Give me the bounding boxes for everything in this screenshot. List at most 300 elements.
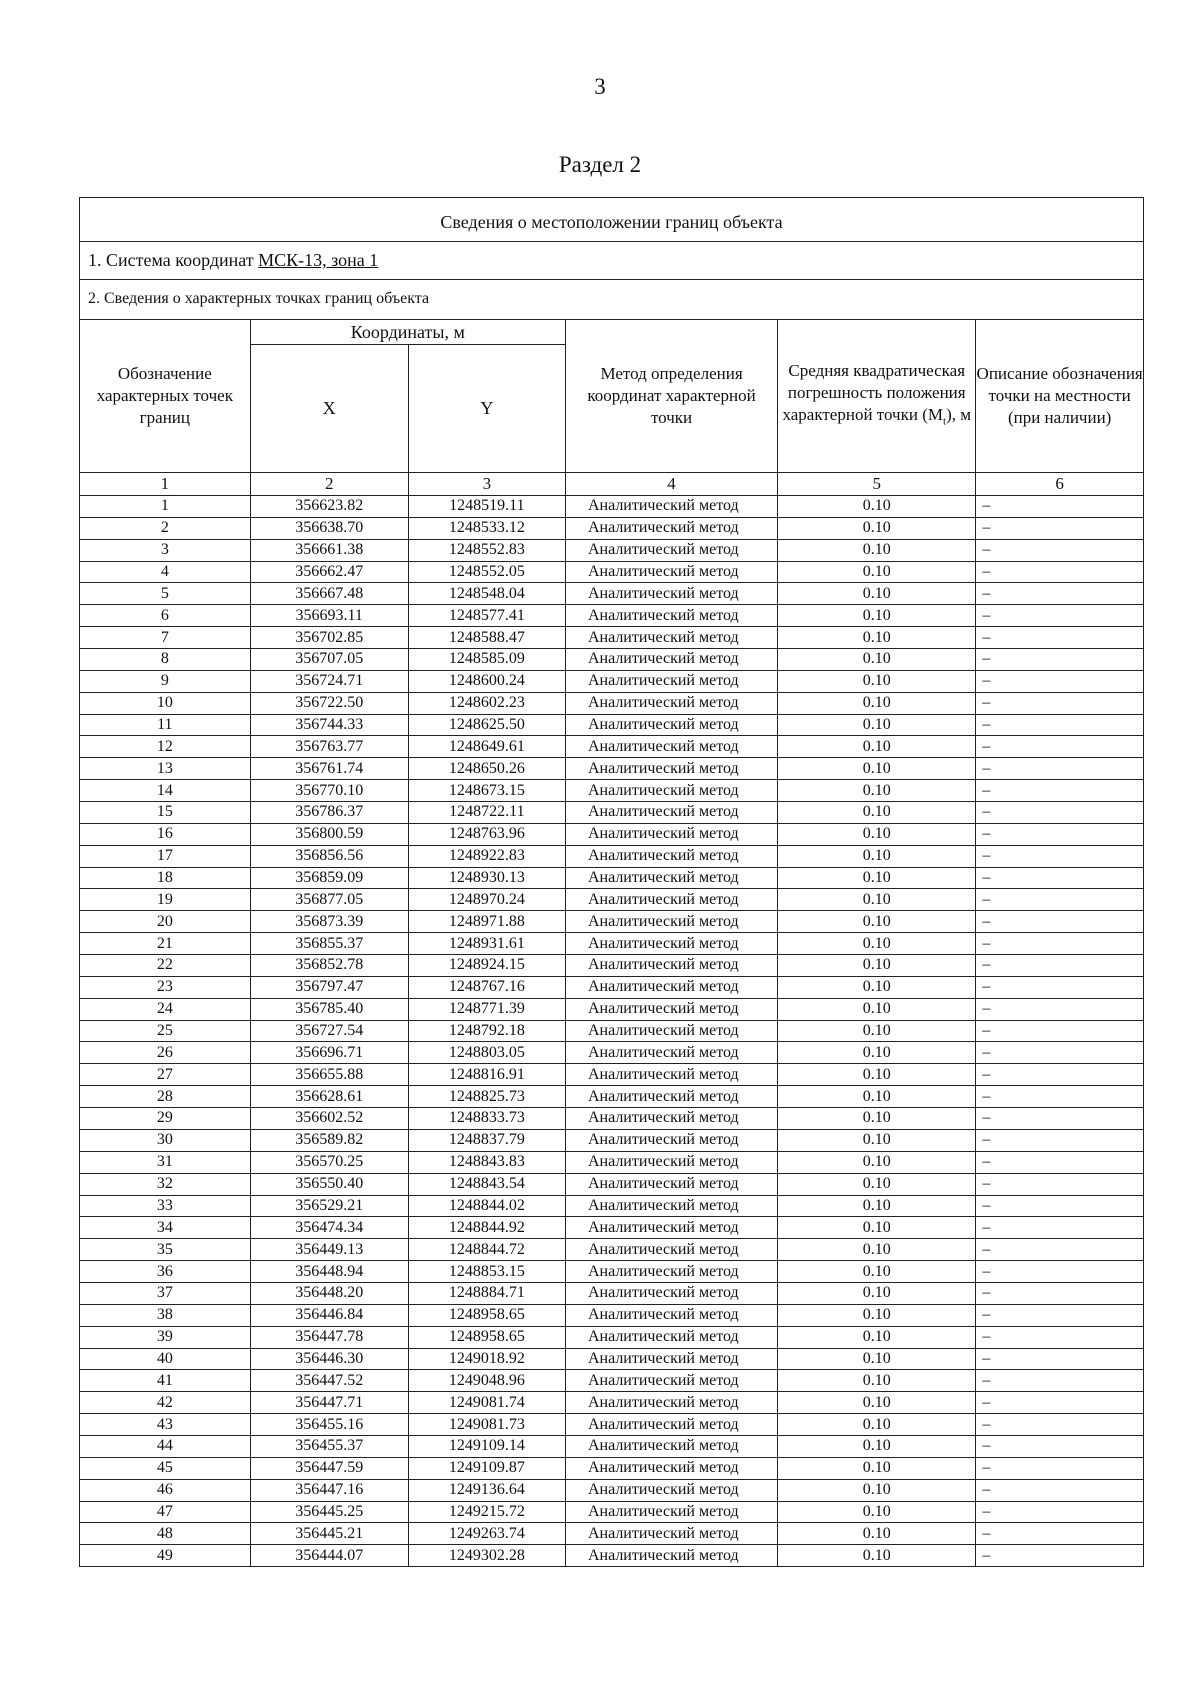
point-description: – xyxy=(976,714,1143,736)
method: Аналитический метод xyxy=(565,1042,777,1064)
point-description: – xyxy=(976,1370,1143,1392)
x-coordinate: 356696.71 xyxy=(250,1042,408,1064)
point-description: – xyxy=(976,517,1143,539)
method: Аналитический метод xyxy=(565,627,777,649)
point-description: – xyxy=(976,1435,1143,1457)
mean-error: 0.10 xyxy=(778,583,976,605)
x-coordinate: 356786.37 xyxy=(250,802,408,824)
mean-error: 0.10 xyxy=(778,1020,976,1042)
table-row xyxy=(80,1086,1143,1108)
mean-error: 0.10 xyxy=(778,802,976,824)
point-number: 27 xyxy=(80,1064,250,1086)
y-coordinate: 1248577.41 xyxy=(408,605,565,627)
mean-error: 0.10 xyxy=(778,1239,976,1261)
y-coordinate: 1248588.47 xyxy=(408,627,565,649)
point-description: – xyxy=(976,1086,1143,1108)
point-description: – xyxy=(976,1217,1143,1239)
method: Аналитический метод xyxy=(565,1282,777,1304)
table-row xyxy=(80,1217,1143,1239)
method: Аналитический метод xyxy=(565,1086,777,1108)
point-number: 46 xyxy=(80,1479,250,1501)
y-coordinate: 1248844.72 xyxy=(408,1239,565,1261)
point-description: – xyxy=(976,1064,1143,1086)
point-description: – xyxy=(976,1108,1143,1130)
table-row xyxy=(80,1435,1143,1457)
mean-error: 0.10 xyxy=(778,1086,976,1108)
y-coordinate: 1249136.64 xyxy=(408,1479,565,1501)
y-coordinate: 1249048.96 xyxy=(408,1370,565,1392)
x-coordinate: 356447.52 xyxy=(250,1370,408,1392)
mean-error: 0.10 xyxy=(778,649,976,671)
method: Аналитический метод xyxy=(565,933,777,955)
x-coordinate: 356550.40 xyxy=(250,1173,408,1195)
mean-error: 0.10 xyxy=(778,627,976,649)
col-designation-header: Обозначение характерных точек границ xyxy=(80,320,250,473)
point-description: – xyxy=(976,1282,1143,1304)
y-coordinate: 1248600.24 xyxy=(408,670,565,692)
table-row xyxy=(80,670,1143,692)
mean-error: 0.10 xyxy=(778,1195,976,1217)
point-number: 17 xyxy=(80,845,250,867)
point-description: – xyxy=(976,823,1143,845)
method: Аналитический метод xyxy=(565,802,777,824)
point-number: 39 xyxy=(80,1326,250,1348)
coord-system-label: 1. Система координат xyxy=(88,250,259,270)
method: Аналитический метод xyxy=(565,1151,777,1173)
point-number: 48 xyxy=(80,1523,250,1545)
point-description: – xyxy=(976,758,1143,780)
x-coordinate: 356662.47 xyxy=(250,561,408,583)
x-coordinate: 356727.54 xyxy=(250,1020,408,1042)
point-number: 8 xyxy=(80,649,250,671)
point-number: 43 xyxy=(80,1414,250,1436)
mean-error: 0.10 xyxy=(778,998,976,1020)
x-coordinate: 356763.77 xyxy=(250,736,408,758)
method: Аналитический метод xyxy=(565,1457,777,1479)
table-row xyxy=(80,1392,1143,1414)
coord-system-value: МСК-13, зона 1 xyxy=(258,250,379,270)
point-number: 25 xyxy=(80,1020,250,1042)
mean-error: 0.10 xyxy=(778,1326,976,1348)
point-description: – xyxy=(976,561,1143,583)
point-number: 38 xyxy=(80,1304,250,1326)
mean-error: 0.10 xyxy=(778,1501,976,1523)
point-number: 36 xyxy=(80,1261,250,1283)
point-number: 7 xyxy=(80,627,250,649)
point-description: – xyxy=(976,845,1143,867)
table-row xyxy=(80,1457,1143,1479)
x-coordinate: 356446.84 xyxy=(250,1304,408,1326)
y-coordinate: 1248825.73 xyxy=(408,1086,565,1108)
point-description: – xyxy=(976,1304,1143,1326)
table-row xyxy=(80,1129,1143,1151)
y-coordinate: 1248930.13 xyxy=(408,867,565,889)
point-description: – xyxy=(976,539,1143,561)
x-coordinate: 356570.25 xyxy=(250,1151,408,1173)
col-x-header: X xyxy=(250,345,408,473)
table-row xyxy=(80,1479,1143,1501)
point-number: 22 xyxy=(80,955,250,977)
table-row xyxy=(80,1064,1143,1086)
point-description: – xyxy=(976,1020,1143,1042)
point-description: – xyxy=(976,780,1143,802)
point-description: – xyxy=(976,692,1143,714)
x-coordinate: 356455.16 xyxy=(250,1414,408,1436)
point-description: – xyxy=(976,736,1143,758)
point-number: 28 xyxy=(80,1086,250,1108)
point-description: – xyxy=(976,976,1143,998)
table-row xyxy=(80,802,1143,824)
y-coordinate: 1248924.15 xyxy=(408,955,565,977)
point-number: 32 xyxy=(80,1173,250,1195)
x-coordinate: 356797.47 xyxy=(250,976,408,998)
x-coordinate: 356855.37 xyxy=(250,933,408,955)
method: Аналитический метод xyxy=(565,823,777,845)
y-coordinate: 1248533.12 xyxy=(408,517,565,539)
points-table xyxy=(80,320,1143,1566)
point-number: 9 xyxy=(80,670,250,692)
point-number: 11 xyxy=(80,714,250,736)
y-coordinate: 1248931.61 xyxy=(408,933,565,955)
y-coordinate: 1248884.71 xyxy=(408,1282,565,1304)
column-number: 5 xyxy=(778,473,976,496)
col-method-header: Метод определения координат характерной точки xyxy=(565,320,777,473)
mean-error: 0.10 xyxy=(778,955,976,977)
column-number-row xyxy=(80,473,1143,496)
point-number: 23 xyxy=(80,976,250,998)
method: Аналитический метод xyxy=(565,736,777,758)
point-description: – xyxy=(976,1348,1143,1370)
column-number: 1 xyxy=(80,473,250,496)
y-coordinate: 1248844.02 xyxy=(408,1195,565,1217)
y-coordinate: 1248722.11 xyxy=(408,802,565,824)
y-coordinate: 1248970.24 xyxy=(408,889,565,911)
y-coordinate: 1248833.73 xyxy=(408,1108,565,1130)
table-row xyxy=(80,976,1143,998)
point-description: – xyxy=(976,911,1143,933)
point-number: 4 xyxy=(80,561,250,583)
point-description: – xyxy=(976,1326,1143,1348)
col-coordinates-header: Координаты, м xyxy=(250,320,565,345)
point-description: – xyxy=(976,1545,1143,1566)
mean-error: 0.10 xyxy=(778,889,976,911)
mean-error: 0.10 xyxy=(778,736,976,758)
mean-error: 0.10 xyxy=(778,1523,976,1545)
x-coordinate: 356667.48 xyxy=(250,583,408,605)
y-coordinate: 1248552.05 xyxy=(408,561,565,583)
y-coordinate: 1248585.09 xyxy=(408,649,565,671)
method: Аналитический метод xyxy=(565,1348,777,1370)
x-coordinate: 356474.34 xyxy=(250,1217,408,1239)
point-number: 1 xyxy=(80,496,250,518)
point-description: – xyxy=(976,627,1143,649)
point-number: 42 xyxy=(80,1392,250,1414)
page-number: 3 xyxy=(594,74,606,99)
points-heading: 2. Сведения о характерных точках границ объекта xyxy=(80,280,1143,320)
table-row xyxy=(80,496,1143,518)
point-number: 47 xyxy=(80,1501,250,1523)
method: Аналитический метод xyxy=(565,998,777,1020)
y-coordinate: 1248650.26 xyxy=(408,758,565,780)
method: Аналитический метод xyxy=(565,1239,777,1261)
mean-error: 0.10 xyxy=(778,823,976,845)
table-row xyxy=(80,736,1143,758)
method: Аналитический метод xyxy=(565,889,777,911)
x-coordinate: 356447.78 xyxy=(250,1326,408,1348)
method: Аналитический метод xyxy=(565,1217,777,1239)
points-table-body xyxy=(80,496,1143,1567)
y-coordinate: 1248649.61 xyxy=(408,736,565,758)
x-coordinate: 356859.09 xyxy=(250,867,408,889)
x-coordinate: 356856.56 xyxy=(250,845,408,867)
point-number: 20 xyxy=(80,911,250,933)
method: Аналитический метод xyxy=(565,976,777,998)
mean-error: 0.10 xyxy=(778,1173,976,1195)
x-coordinate: 356761.74 xyxy=(250,758,408,780)
point-number: 13 xyxy=(80,758,250,780)
table-row xyxy=(80,561,1143,583)
point-description: – xyxy=(976,1239,1143,1261)
mean-error: 0.10 xyxy=(778,845,976,867)
method: Аналитический метод xyxy=(565,1326,777,1348)
x-coordinate: 356877.05 xyxy=(250,889,408,911)
column-number: 3 xyxy=(408,473,565,496)
x-coordinate: 356800.59 xyxy=(250,823,408,845)
x-coordinate: 356602.52 xyxy=(250,1108,408,1130)
method: Аналитический метод xyxy=(565,1020,777,1042)
point-number: 26 xyxy=(80,1042,250,1064)
point-description: – xyxy=(976,1129,1143,1151)
column-number: 6 xyxy=(976,473,1143,496)
table-row xyxy=(80,845,1143,867)
point-description: – xyxy=(976,1523,1143,1545)
y-coordinate: 1248763.96 xyxy=(408,823,565,845)
mean-error: 0.10 xyxy=(778,605,976,627)
point-number: 10 xyxy=(80,692,250,714)
y-coordinate: 1248792.18 xyxy=(408,1020,565,1042)
method: Аналитический метод xyxy=(565,1435,777,1457)
mean-error: 0.10 xyxy=(778,1392,976,1414)
col-error-header: Средняя квадратическая погрешность положения характерной точки $(M_t)$, м xyxy=(778,320,976,473)
x-coordinate: 356448.20 xyxy=(250,1282,408,1304)
method: Аналитический метод xyxy=(565,1261,777,1283)
point-number: 15 xyxy=(80,802,250,824)
mean-error: 0.10 xyxy=(778,1261,976,1283)
point-description: – xyxy=(976,1151,1143,1173)
point-number: 31 xyxy=(80,1151,250,1173)
mean-error: 0.10 xyxy=(778,976,976,998)
y-coordinate: 1249109.87 xyxy=(408,1457,565,1479)
y-coordinate: 1248843.54 xyxy=(408,1173,565,1195)
method: Аналитический метод xyxy=(565,496,777,518)
y-coordinate: 1248958.65 xyxy=(408,1304,565,1326)
col-description-header: Описание обозначения точки на местности (при наличии) xyxy=(976,320,1143,473)
method: Аналитический метод xyxy=(565,583,777,605)
point-description: – xyxy=(976,1173,1143,1195)
mean-error: 0.10 xyxy=(778,1545,976,1566)
method: Аналитический метод xyxy=(565,1108,777,1130)
y-coordinate: 1249302.28 xyxy=(408,1545,565,1566)
point-number: 19 xyxy=(80,889,250,911)
mean-error: 0.10 xyxy=(778,714,976,736)
mean-error: 0.10 xyxy=(778,561,976,583)
y-coordinate: 1248816.91 xyxy=(408,1064,565,1086)
point-number: 24 xyxy=(80,998,250,1020)
mean-error: 0.10 xyxy=(778,1064,976,1086)
x-coordinate: 356693.11 xyxy=(250,605,408,627)
method: Аналитический метод xyxy=(565,1370,777,1392)
coord-system-line xyxy=(80,242,1143,280)
mean-error: 0.10 xyxy=(778,1348,976,1370)
point-number: 45 xyxy=(80,1457,250,1479)
method: Аналитический метод xyxy=(565,1414,777,1436)
mean-error: 0.10 xyxy=(778,1217,976,1239)
x-coordinate: 356638.70 xyxy=(250,517,408,539)
x-coordinate: 356448.94 xyxy=(250,1261,408,1283)
y-coordinate: 1248602.23 xyxy=(408,692,565,714)
table-row xyxy=(80,1173,1143,1195)
mean-error: 0.10 xyxy=(778,1457,976,1479)
x-coordinate: 356661.38 xyxy=(250,539,408,561)
point-number: 37 xyxy=(80,1282,250,1304)
mean-error: 0.10 xyxy=(778,517,976,539)
x-coordinate: 356655.88 xyxy=(250,1064,408,1086)
method: Аналитический метод xyxy=(565,561,777,583)
method: Аналитический метод xyxy=(565,1501,777,1523)
table-row xyxy=(80,605,1143,627)
y-coordinate: 1249081.74 xyxy=(408,1392,565,1414)
point-number: 12 xyxy=(80,736,250,758)
method: Аналитический метод xyxy=(565,1195,777,1217)
x-coordinate: 356722.50 xyxy=(250,692,408,714)
table-row xyxy=(80,649,1143,671)
x-coordinate: 356447.71 xyxy=(250,1392,408,1414)
mean-error: 0.10 xyxy=(778,1151,976,1173)
mean-error: 0.10 xyxy=(778,867,976,889)
point-number: 6 xyxy=(80,605,250,627)
point-number: 49 xyxy=(80,1545,250,1566)
table-row xyxy=(80,933,1143,955)
x-coordinate: 356589.82 xyxy=(250,1129,408,1151)
point-number: 41 xyxy=(80,1370,250,1392)
point-description: – xyxy=(976,1392,1143,1414)
boundary-info-block xyxy=(79,197,1144,1567)
point-number: 2 xyxy=(80,517,250,539)
point-description: – xyxy=(976,998,1143,1020)
point-number: 30 xyxy=(80,1129,250,1151)
x-coordinate: 356628.61 xyxy=(250,1086,408,1108)
col-y-header: Y xyxy=(408,345,565,473)
mean-error: 0.10 xyxy=(778,1414,976,1436)
method: Аналитический метод xyxy=(565,670,777,692)
mean-error: 0.10 xyxy=(778,1129,976,1151)
mean-error: 0.10 xyxy=(778,692,976,714)
x-coordinate: 356724.71 xyxy=(250,670,408,692)
point-number: 29 xyxy=(80,1108,250,1130)
x-coordinate: 356852.78 xyxy=(250,955,408,977)
y-coordinate: 1248803.05 xyxy=(408,1042,565,1064)
mean-error: 0.10 xyxy=(778,670,976,692)
table-row xyxy=(80,1020,1143,1042)
x-coordinate: 356444.07 xyxy=(250,1545,408,1566)
mean-error: 0.10 xyxy=(778,933,976,955)
y-coordinate: 1248853.15 xyxy=(408,1261,565,1283)
y-coordinate: 1248625.50 xyxy=(408,714,565,736)
x-coordinate: 356445.25 xyxy=(250,1501,408,1523)
table-row xyxy=(80,1501,1143,1523)
method: Аналитический метод xyxy=(565,758,777,780)
point-description: – xyxy=(976,867,1143,889)
table-row xyxy=(80,911,1143,933)
table-row xyxy=(80,1304,1143,1326)
method: Аналитический метод xyxy=(565,1304,777,1326)
mean-error: 0.10 xyxy=(778,1304,976,1326)
point-number: 16 xyxy=(80,823,250,845)
table-row xyxy=(80,758,1143,780)
point-description: – xyxy=(976,496,1143,518)
y-coordinate: 1248922.83 xyxy=(408,845,565,867)
point-description: – xyxy=(976,670,1143,692)
method: Аналитический метод xyxy=(565,714,777,736)
point-description: – xyxy=(976,933,1143,955)
method: Аналитический метод xyxy=(565,517,777,539)
table-row xyxy=(80,1261,1143,1283)
table-row xyxy=(80,1108,1143,1130)
x-coordinate: 356873.39 xyxy=(250,911,408,933)
point-description: – xyxy=(976,605,1143,627)
x-coordinate: 356744.33 xyxy=(250,714,408,736)
x-coordinate: 356445.21 xyxy=(250,1523,408,1545)
table-row xyxy=(80,539,1143,561)
block-title: Сведения о местоположении границ объекта xyxy=(80,198,1143,242)
y-coordinate: 1248844.92 xyxy=(408,1217,565,1239)
method: Аналитический метод xyxy=(565,692,777,714)
method: Аналитический метод xyxy=(565,911,777,933)
column-number: 4 xyxy=(565,473,777,496)
table-row xyxy=(80,1370,1143,1392)
x-coordinate: 356623.82 xyxy=(250,496,408,518)
table-row xyxy=(80,1545,1143,1566)
y-coordinate: 1249018.92 xyxy=(408,1348,565,1370)
point-description: – xyxy=(976,1195,1143,1217)
table-row xyxy=(80,823,1143,845)
y-coordinate: 1248958.65 xyxy=(408,1326,565,1348)
table-row xyxy=(80,998,1143,1020)
mean-error: 0.10 xyxy=(778,758,976,780)
table-row xyxy=(80,780,1143,802)
table-row xyxy=(80,627,1143,649)
column-number: 2 xyxy=(250,473,408,496)
y-coordinate: 1249081.73 xyxy=(408,1414,565,1436)
mean-error: 0.10 xyxy=(778,539,976,561)
table-row xyxy=(80,867,1143,889)
point-number: 44 xyxy=(80,1435,250,1457)
table-row xyxy=(80,889,1143,911)
method: Аналитический метод xyxy=(565,1479,777,1501)
table-row xyxy=(80,955,1143,977)
y-coordinate: 1248971.88 xyxy=(408,911,565,933)
x-coordinate: 356707.05 xyxy=(250,649,408,671)
method: Аналитический метод xyxy=(565,955,777,977)
point-number: 40 xyxy=(80,1348,250,1370)
mean-error: 0.10 xyxy=(778,496,976,518)
y-coordinate: 1248552.83 xyxy=(408,539,565,561)
point-description: – xyxy=(976,1042,1143,1064)
point-description: – xyxy=(976,583,1143,605)
y-coordinate: 1248548.04 xyxy=(408,583,565,605)
x-coordinate: 356770.10 xyxy=(250,780,408,802)
mean-error: 0.10 xyxy=(778,1435,976,1457)
